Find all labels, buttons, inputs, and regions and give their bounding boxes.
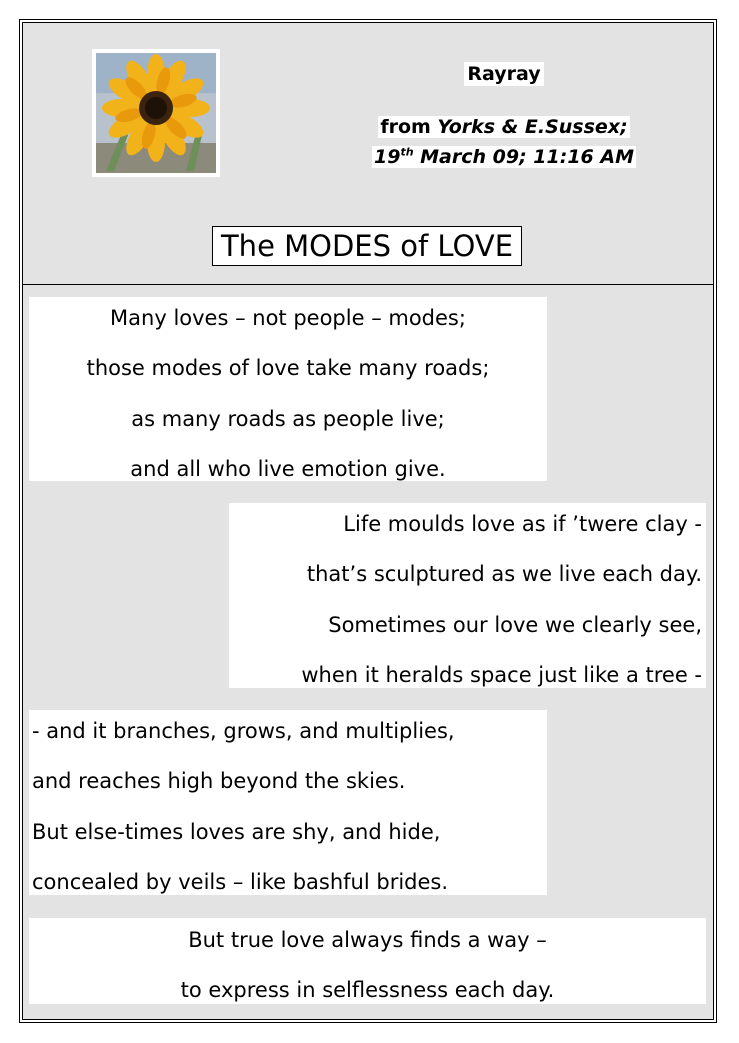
stanza-4 <box>29 918 706 1004</box>
date-day-suffix: th <box>400 146 414 159</box>
stanza-1 <box>29 297 547 481</box>
poem-line: and all who live emotion give. <box>130 456 446 481</box>
poem-line: concealed by veils – like bashful brides. <box>32 869 449 894</box>
poem-line: Life moulds love as if ’twere clay - <box>343 512 702 536</box>
poem-line: But true love always finds a way – <box>188 928 547 952</box>
location-line <box>378 116 629 138</box>
header-divider <box>22 284 714 285</box>
date-day: 19 <box>373 146 401 169</box>
poem-title: The MODES of LOVE <box>212 226 522 266</box>
location: Yorks & E.Sussex; <box>437 116 628 138</box>
sunflower-image <box>92 49 220 177</box>
poem-line: that’s sculptured as we live each day. <box>306 562 702 587</box>
poem-line: to express in selflessness each day. <box>180 978 555 1002</box>
timestamp-line <box>372 146 636 168</box>
author-label: Rayray <box>464 62 543 86</box>
stanza-2 <box>229 503 706 688</box>
sunflower-icon <box>96 53 216 173</box>
poem-line: But else-times loves are shy, and hide, <box>32 819 441 844</box>
poem-line: when it heralds space just like a tree - <box>301 662 702 687</box>
poem-line: Many loves – not people – modes; <box>110 306 466 330</box>
author-name <box>370 62 638 86</box>
from-prefix: from <box>380 116 438 138</box>
poem-line: and reaches high beyond the skies. <box>32 769 406 794</box>
poem-line: Sometimes our love we clearly see, <box>328 612 702 637</box>
stanza-3 <box>29 710 547 895</box>
poem-line: as many roads as people live; <box>131 406 445 431</box>
date-rest: March 09; 11:16 AM <box>413 146 635 169</box>
poem-line: those modes of love take many roads; <box>86 356 490 381</box>
post-meta <box>330 115 678 170</box>
poem-line: - and it branches, grows, and multiplies, <box>32 719 455 743</box>
